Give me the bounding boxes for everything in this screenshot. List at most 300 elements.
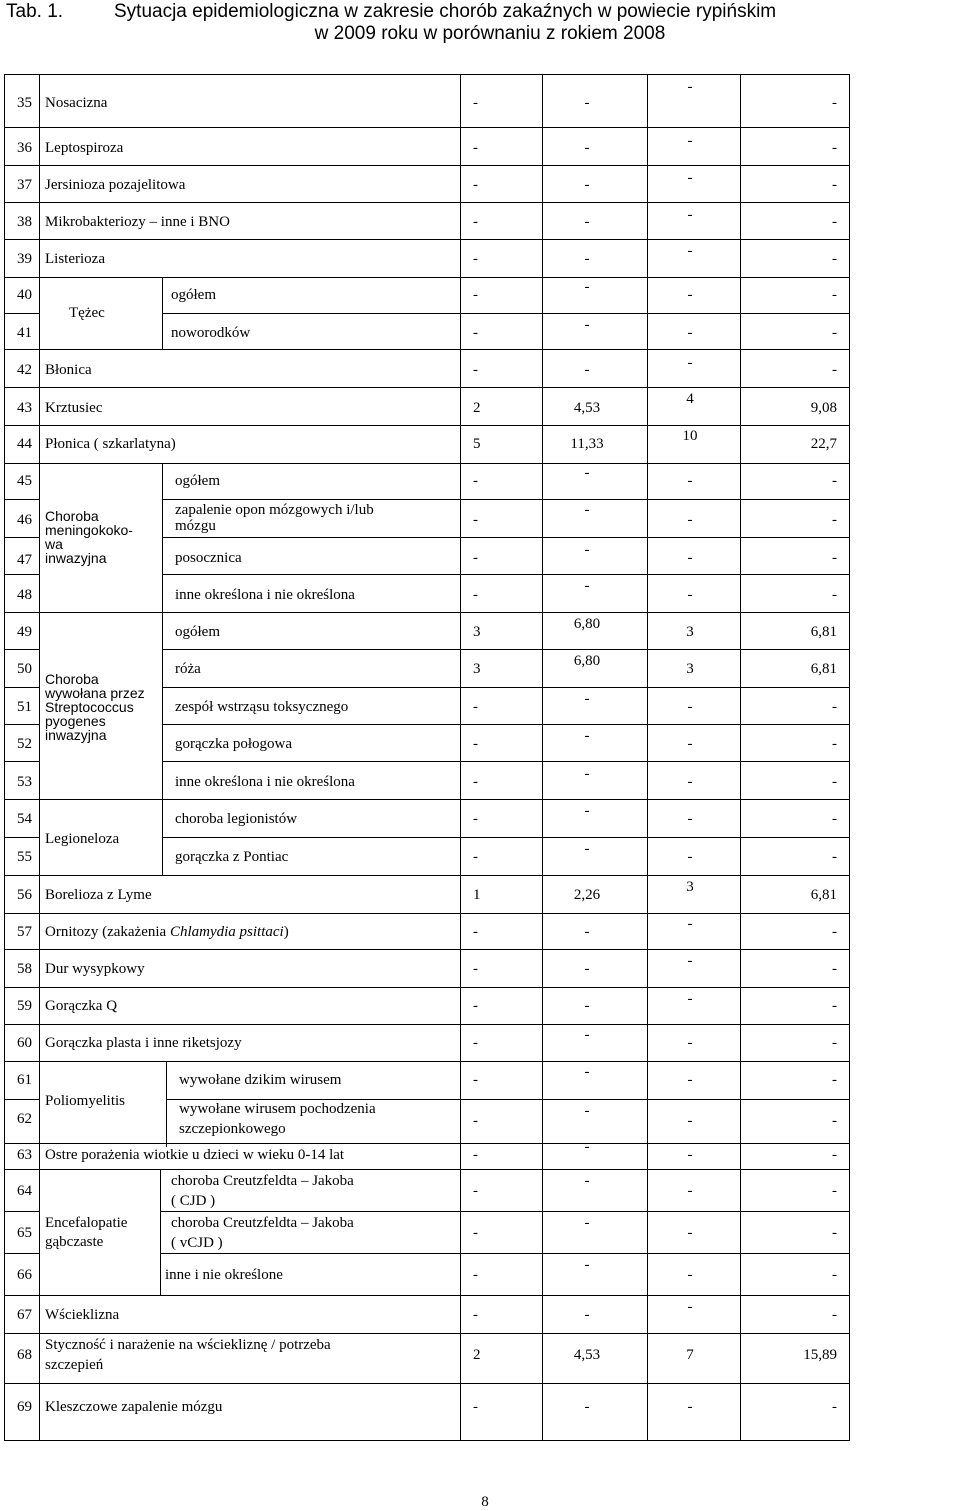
rate-2008: 6,81 xyxy=(810,624,837,640)
rate-2008: 9,08 xyxy=(810,400,837,416)
disease-name xyxy=(171,1173,354,1209)
rate-2009: - xyxy=(584,578,590,594)
disease-name: Krztusiec xyxy=(45,400,103,416)
disease-name: Ostre porażenia wiotkie u dzieci w wieku 0-14 lat xyxy=(45,1147,345,1163)
rate-2008: - xyxy=(832,550,837,566)
rate-2008: - xyxy=(832,811,837,827)
cases-2008: - xyxy=(687,953,693,969)
disease-name: ogółem xyxy=(171,287,216,303)
cases-2008: - xyxy=(687,1183,693,1199)
cases-2009: - xyxy=(473,251,478,267)
row-line xyxy=(5,612,849,613)
rate-2008: - xyxy=(832,924,837,940)
disease-name: gorączka z Pontiac xyxy=(175,849,289,865)
disease-name: noworodków xyxy=(171,325,251,341)
row-number: 56 xyxy=(17,887,32,903)
table-title-line-2: w 2009 roku w porównaniu z rokiem 2008 xyxy=(314,23,666,44)
row-number: 63 xyxy=(17,1147,32,1163)
rate-2009: - xyxy=(584,803,590,819)
row-line xyxy=(5,277,849,278)
rate-2008: - xyxy=(832,587,837,603)
rate-2008: - xyxy=(832,1072,837,1088)
rate-2009: 4,53 xyxy=(573,400,601,416)
rate-2009: - xyxy=(584,140,590,156)
cases-2009: - xyxy=(473,473,478,489)
rate-2008: 6,81 xyxy=(810,887,837,903)
row-line xyxy=(5,239,849,240)
rate-2008: - xyxy=(832,1399,837,1415)
rate-2009: - xyxy=(584,1307,590,1323)
rate-2008: - xyxy=(832,961,837,977)
rate-2008: - xyxy=(832,214,837,230)
row-number: 62 xyxy=(17,1111,32,1127)
disease-name-line: choroba Creutzfeldta – Jakoba xyxy=(171,1215,354,1231)
row-number: 38 xyxy=(17,214,32,230)
row-number: 37 xyxy=(17,177,32,193)
group-streptococcus-line: Streptococcus xyxy=(45,699,134,715)
row-line xyxy=(162,537,849,538)
subcol-divider-strep xyxy=(162,612,163,799)
cases-2009: - xyxy=(473,140,478,156)
rate-2008: - xyxy=(832,512,837,528)
cases-2008: - xyxy=(687,133,693,149)
rate-2008: - xyxy=(832,1113,837,1129)
disease-name: Gorączka Q xyxy=(45,998,118,1014)
group-tezec: Tężec xyxy=(69,305,105,321)
cases-2009: - xyxy=(473,811,478,827)
disease-name: ogółem xyxy=(175,473,220,489)
disease-name: Leptospiroza xyxy=(45,140,124,156)
cases-2009: - xyxy=(473,774,478,790)
cases-2008: 3 xyxy=(686,879,694,895)
row-number: 65 xyxy=(17,1225,32,1241)
row-line xyxy=(162,313,849,314)
group-encefalopatie xyxy=(45,1215,127,1250)
disease-name-line: zapalenie opon mózgowych i/lub xyxy=(175,502,374,518)
cases-2008: - xyxy=(687,736,693,752)
cases-2009: - xyxy=(473,849,478,865)
cases-2009: - xyxy=(473,362,478,378)
row-number: 36 xyxy=(17,140,32,156)
row-number: 53 xyxy=(17,774,32,790)
group-meningococcal-line: inwazyjna xyxy=(45,550,107,566)
disease-name: inne i nie określone xyxy=(165,1267,283,1283)
row-number: 51 xyxy=(17,699,32,715)
cases-2008: 3 xyxy=(686,661,694,677)
disease-name: Nosacizna xyxy=(45,95,108,111)
cases-2009: 2 xyxy=(473,400,481,416)
cases-2009: - xyxy=(473,1147,478,1163)
row-number: 48 xyxy=(17,587,32,603)
cases-2009: - xyxy=(473,1072,478,1088)
disease-name xyxy=(179,1101,376,1137)
disease-name: Gorączka plasta i inne riketsjozy xyxy=(45,1035,242,1051)
cases-2009: - xyxy=(473,177,478,193)
cases-2009: 3 xyxy=(473,624,481,640)
row-number: 46 xyxy=(17,512,32,528)
cases-2008: - xyxy=(687,287,693,303)
disease-name: inne określona i nie określona xyxy=(175,774,355,790)
row-line xyxy=(5,1024,849,1025)
cases-2008: - xyxy=(687,1299,693,1315)
rate-2009: 2,26 xyxy=(573,887,601,903)
rate-2009: - xyxy=(584,1257,590,1273)
row-number: 64 xyxy=(17,1183,32,1199)
row-line xyxy=(5,537,39,538)
disease-name xyxy=(171,1215,354,1251)
cases-2008: - xyxy=(687,1072,693,1088)
row-line xyxy=(5,387,849,388)
cases-2008: - xyxy=(687,811,693,827)
rate-2009: - xyxy=(584,998,590,1014)
rate-2008: - xyxy=(832,1147,837,1163)
col-divider-number xyxy=(39,75,40,1440)
disease-name: Kleszczowe zapalenie mózgu xyxy=(45,1399,223,1415)
rate-2009: - xyxy=(584,1103,590,1119)
rate-2008: - xyxy=(832,1307,837,1323)
row-number: 59 xyxy=(17,998,32,1014)
row-line xyxy=(5,1143,849,1144)
row-line xyxy=(162,687,849,688)
row-number: 35 xyxy=(17,95,32,111)
cases-2009: - xyxy=(473,1267,478,1283)
row-line xyxy=(5,761,39,762)
row-line xyxy=(162,649,849,650)
row-line xyxy=(5,875,849,876)
table-title xyxy=(0,0,960,50)
row-number: 66 xyxy=(17,1267,32,1283)
disease-name: choroba legionistów xyxy=(175,811,298,827)
rate-2008: - xyxy=(832,1267,837,1283)
cases-2008: 4 xyxy=(686,391,694,407)
disease-name: zespół wstrząsu toksycznego xyxy=(175,699,349,715)
disease-name-part: ) xyxy=(283,924,289,940)
rate-2008: - xyxy=(832,998,837,1014)
disease-name-line: Styczność i narażenie na wściekliznę / potrzeba xyxy=(45,1337,331,1353)
group-poliomyelitis: Poliomyelitis xyxy=(45,1093,126,1109)
row-number: 47 xyxy=(17,552,32,568)
cases-2009: 2 xyxy=(473,1347,481,1363)
cases-2009: - xyxy=(473,1225,478,1241)
rate-2009: - xyxy=(584,961,590,977)
group-meningococcal-line: meningokoko- xyxy=(45,522,133,538)
rate-2009: - xyxy=(584,1399,590,1415)
disease-name: gorączka połogowa xyxy=(175,736,293,752)
cases-2008: - xyxy=(687,550,693,566)
cases-2008: - xyxy=(687,207,693,223)
row-line xyxy=(5,724,39,725)
row-line xyxy=(5,949,849,950)
rate-2009: - xyxy=(584,1215,590,1231)
row-line xyxy=(166,1099,849,1100)
cases-2009: - xyxy=(473,1399,478,1415)
cases-2008: - xyxy=(687,1399,693,1415)
rate-2009: - xyxy=(584,691,590,707)
disease-name xyxy=(45,1337,331,1373)
row-line xyxy=(5,165,849,166)
rate-2008: - xyxy=(832,1035,837,1051)
rate-2008: - xyxy=(832,1183,837,1199)
page-number: 8 xyxy=(481,1494,489,1510)
group-streptococcus-line: inwazyjna xyxy=(45,727,107,743)
cases-2008: - xyxy=(687,243,693,259)
rate-2008: - xyxy=(832,140,837,156)
row-line xyxy=(5,202,849,203)
cases-2008: - xyxy=(687,699,693,715)
row-line xyxy=(5,1253,39,1254)
row-number: 68 xyxy=(17,1347,32,1363)
cases-2008: 10 xyxy=(682,428,698,444)
disease-name-line: ( vCJD ) xyxy=(171,1235,223,1251)
rate-2008: 15,89 xyxy=(803,1347,837,1363)
cases-2009: - xyxy=(473,1113,478,1129)
cases-2008: - xyxy=(687,849,693,865)
disease-name: Jersinioza pozajelitowa xyxy=(45,177,186,193)
rate-2009: - xyxy=(584,1064,590,1080)
group-streptococcus-line: wywołana przez xyxy=(45,685,145,701)
row-number: 52 xyxy=(17,736,32,752)
row-line xyxy=(162,499,849,500)
rate-2009: - xyxy=(584,766,590,782)
rate-2009: 6,80 xyxy=(573,653,601,669)
cases-2008: - xyxy=(687,512,693,528)
row-number: 69 xyxy=(17,1399,32,1415)
rate-2009: - xyxy=(584,214,590,230)
cases-2009: - xyxy=(473,1183,478,1199)
row-line xyxy=(5,837,39,838)
disease-name: Mikrobakteriozy – inne i BNO xyxy=(45,214,230,230)
row-line xyxy=(5,1099,39,1100)
cases-2008: - xyxy=(687,325,693,341)
rate-2009: - xyxy=(584,1173,590,1189)
col-divider-1 xyxy=(460,75,461,1440)
table-label: Tab. 1. xyxy=(6,1,64,22)
rate-2009: - xyxy=(584,177,590,193)
rate-2009: - xyxy=(584,502,590,518)
table-title-line-1: Sytuacja epidemiologiczna w zakresie chorób zakaźnych w powiecie rypińskim xyxy=(114,1,777,22)
row-line xyxy=(5,1383,849,1384)
col-divider-4 xyxy=(740,75,741,1440)
row-number: 43 xyxy=(17,400,32,416)
row-number: 50 xyxy=(17,661,32,677)
disease-name: Listerioza xyxy=(45,251,105,267)
row-number: 58 xyxy=(17,961,32,977)
cases-2008: 7 xyxy=(686,1347,694,1363)
rate-2008: - xyxy=(832,95,837,111)
row-line xyxy=(5,127,849,128)
cases-2009: - xyxy=(473,550,478,566)
cases-2008: - xyxy=(687,1147,693,1163)
row-number: 60 xyxy=(17,1035,32,1051)
disease-name-species: Chlamydia psittaci xyxy=(169,924,284,940)
cases-2008: - xyxy=(687,1267,693,1283)
rate-2009: - xyxy=(584,465,590,481)
rate-2009: - xyxy=(584,1027,590,1043)
cases-2009: - xyxy=(473,325,478,341)
rate-2009: - xyxy=(584,251,590,267)
row-line xyxy=(5,913,849,914)
rate-2009: 6,80 xyxy=(573,616,601,632)
group-meningococcal xyxy=(45,509,133,565)
rate-2009: - xyxy=(584,362,590,378)
cases-2009: - xyxy=(473,998,478,1014)
row-number: 42 xyxy=(17,362,32,378)
rate-2008: - xyxy=(832,849,837,865)
cases-2009: - xyxy=(473,699,478,715)
group-encefalopatie-line: gąbczaste xyxy=(45,1234,104,1250)
rate-2009: - xyxy=(584,1139,590,1155)
row-number: 49 xyxy=(17,624,32,640)
rate-2009: 11,33 xyxy=(570,436,604,452)
row-line xyxy=(5,1333,849,1334)
row-line xyxy=(5,1169,849,1170)
cases-2009: - xyxy=(473,95,478,111)
cases-2008: - xyxy=(687,774,693,790)
row-number: 54 xyxy=(17,811,32,827)
rate-2008: 22,7 xyxy=(810,436,837,452)
row-number: 57 xyxy=(17,924,32,940)
cases-2009: - xyxy=(473,961,478,977)
cases-2008: - xyxy=(687,79,693,95)
row-line xyxy=(5,1061,849,1062)
disease-name: Wścieklizna xyxy=(45,1307,120,1323)
rate-2009: - xyxy=(584,279,590,295)
rate-2009: - xyxy=(584,317,590,333)
row-line xyxy=(162,574,849,575)
disease-name: róża xyxy=(175,661,201,677)
rate-2008: - xyxy=(832,473,837,489)
rate-2008: - xyxy=(832,177,837,193)
row-line xyxy=(5,574,39,575)
disease-name-line: szczepień xyxy=(45,1357,104,1373)
disease-name: posocznica xyxy=(175,550,242,566)
row-line xyxy=(5,649,39,650)
cases-2008: - xyxy=(687,916,693,932)
rate-2009: - xyxy=(584,924,590,940)
cases-2008: - xyxy=(687,355,693,371)
disease-name: wywołane dzikim wirusem xyxy=(179,1072,342,1088)
group-meningococcal-line: wa xyxy=(45,536,63,552)
row-line xyxy=(5,463,849,464)
row-number: 41 xyxy=(17,325,32,341)
cases-2009: 5 xyxy=(473,436,481,452)
group-streptococcus-line: pyogenes xyxy=(45,713,106,729)
row-line xyxy=(5,687,39,688)
col-divider-3 xyxy=(647,75,648,1440)
row-line xyxy=(162,837,849,838)
disease-name: Płonica ( szkarlatyna) xyxy=(45,436,176,452)
disease-name-line: wywołane wirusem pochodzenia xyxy=(179,1101,376,1117)
disease-name-line: ( CJD ) xyxy=(171,1193,216,1209)
cases-2009: - xyxy=(473,1035,478,1051)
row-number: 44 xyxy=(17,436,32,452)
row-line xyxy=(5,799,849,800)
disease-name: inne określona i nie określona xyxy=(175,587,355,603)
cases-2009: 3 xyxy=(473,661,481,677)
row-line xyxy=(160,1211,849,1212)
rate-2008: - xyxy=(832,251,837,267)
rate-2009: - xyxy=(584,95,590,111)
rate-2009: - xyxy=(584,728,590,744)
row-line xyxy=(5,987,849,988)
cases-2008: - xyxy=(687,1035,693,1051)
row-line xyxy=(5,1295,849,1296)
rate-2009: - xyxy=(584,542,590,558)
cases-2008: - xyxy=(687,1113,693,1129)
disease-name xyxy=(175,502,374,534)
disease-name: Borelioza z Lyme xyxy=(45,887,152,903)
disease-name-part: Ornitozy (zakażenia xyxy=(45,924,170,940)
row-line xyxy=(5,1211,39,1212)
cases-2008: - xyxy=(687,991,693,1007)
rate-2009: 4,53 xyxy=(573,1347,601,1363)
group-streptococcus-line: Choroba xyxy=(45,671,99,687)
rate-2008: 6,81 xyxy=(810,661,837,677)
cases-2009: 1 xyxy=(473,887,481,903)
cases-2009: - xyxy=(473,512,478,528)
cases-2008: 3 xyxy=(686,624,694,640)
group-encefalopatie-line: Encefalopatie xyxy=(45,1215,128,1231)
row-line xyxy=(5,499,39,500)
cases-2009: - xyxy=(473,1307,478,1323)
rate-2008: - xyxy=(832,736,837,752)
row-line xyxy=(5,313,39,314)
cases-2008: - xyxy=(687,1225,693,1241)
rate-2008: - xyxy=(832,287,837,303)
cases-2009: - xyxy=(473,736,478,752)
row-number: 39 xyxy=(17,251,32,267)
disease-name-line: szczepionkowego xyxy=(179,1121,286,1137)
row-line xyxy=(160,1253,849,1254)
rate-2008: - xyxy=(832,362,837,378)
col-divider-2 xyxy=(542,75,543,1440)
group-streptococcus xyxy=(45,672,145,742)
disease-name: ogółem xyxy=(175,624,220,640)
cases-2009: - xyxy=(473,287,478,303)
disease-name-line: mózgu xyxy=(175,518,216,534)
cases-2009: - xyxy=(473,587,478,603)
cases-2008: - xyxy=(687,473,693,489)
disease-name xyxy=(45,924,289,940)
group-legioneloza: Legioneloza xyxy=(45,831,120,847)
rate-2008: - xyxy=(832,325,837,341)
rate-2008: - xyxy=(832,774,837,790)
disease-name: Błonica xyxy=(45,362,92,378)
epidemiology-table xyxy=(4,74,850,1441)
row-number: 55 xyxy=(17,849,32,865)
subcol-divider-polio xyxy=(166,1061,167,1147)
group-meningococcal-line: Choroba xyxy=(45,508,99,524)
row-number: 40 xyxy=(17,287,32,303)
row-line xyxy=(5,349,849,350)
cases-2008: - xyxy=(687,170,693,186)
subcol-divider-encef xyxy=(160,1169,161,1295)
rate-2008: - xyxy=(832,699,837,715)
row-number: 67 xyxy=(17,1307,32,1323)
row-number: 61 xyxy=(17,1072,32,1088)
row-line xyxy=(162,761,849,762)
row-number: 45 xyxy=(17,473,32,489)
rate-2009: - xyxy=(584,841,590,857)
cases-2009: - xyxy=(473,214,478,230)
row-line xyxy=(5,425,849,426)
row-line xyxy=(162,724,849,725)
cases-2009: - xyxy=(473,924,478,940)
disease-name-line: choroba Creutzfeldta – Jakoba xyxy=(171,1173,354,1189)
rate-2008: - xyxy=(832,1225,837,1241)
disease-name: Dur wysypkowy xyxy=(45,961,145,977)
cases-2008: - xyxy=(687,587,693,603)
